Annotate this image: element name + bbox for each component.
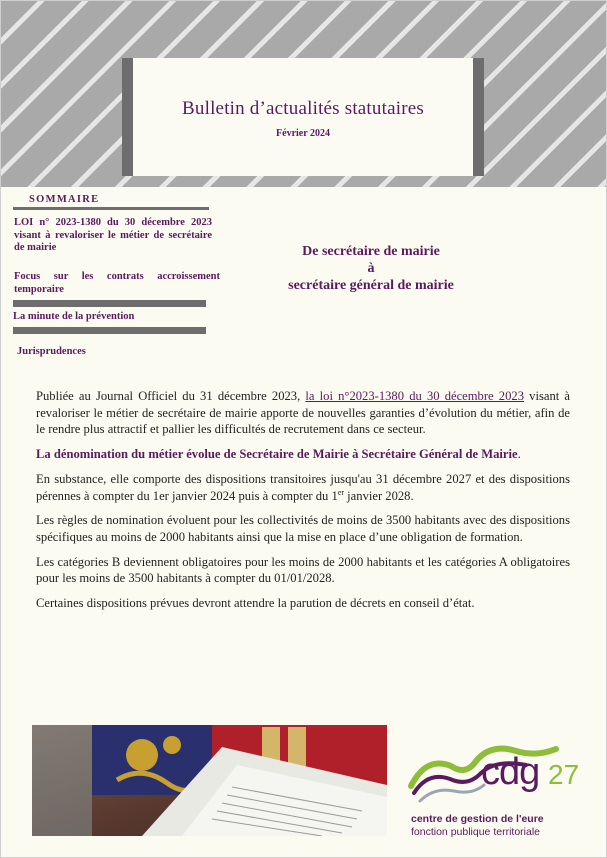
paragraph (36, 388, 570, 438)
subject-line: à (367, 261, 375, 276)
superscript: er (337, 487, 345, 497)
logo-number: 27 (548, 759, 580, 790)
text: Publiée au Journal Officiel du 31 décembre 2023, (36, 389, 306, 403)
subject-line: De secrétaire de mairie (302, 244, 440, 259)
text: janvier 2028. (344, 488, 414, 503)
bulletin-title: Bulletin d’actualités statutaires (182, 98, 424, 119)
article-body (36, 388, 570, 620)
subject-line: secrétaire général de mairie (288, 278, 454, 293)
logo-tagline-1: centre de gestion de l'eure (411, 813, 544, 825)
highlight-text: La dénomination du métier évolue de Secrétaire de Mairie à Secrétaire Général de Mairie (36, 447, 518, 462)
paragraph: Les règles de nomination évoluent pour les collectivités de moins de 3500 habitants avec des dispositions spécifiques au moins de 2000 habitants ainsi que la mise en place d’une obligation de formation. (36, 513, 570, 544)
toc-item-contrats[interactable]: Focus sur les contrats accroissement temporaire (14, 271, 220, 295)
text: En substance, elle comporte des dispositions transitoires jusqu'au 31 décembre 2027 et des dispositions pérennes à compter du 1er janvier 2024 puis à compter du 1 (36, 471, 570, 503)
paragraph (36, 446, 570, 463)
article-subject (251, 243, 491, 294)
paragraph: Certaines dispositions prévues devront attendre la parution de décrets en conseil d’état. (36, 596, 475, 611)
toc-divider (13, 327, 206, 334)
text: visant à revaloriser le métier de secrétaire de mairie apporte de nouvelles garanties d’évolution du métier, afin de le rendre plus attractif et pallier les difficultés de recrutement dans ce secteur. (36, 389, 570, 437)
toc-item-prevention[interactable]: La minute de la prévention (13, 311, 135, 322)
sommaire-title: SOMMAIRE (29, 194, 100, 205)
text: . (517, 447, 521, 462)
logo-tagline-2: fonction publique territoriale (411, 826, 540, 838)
document-photo-illustration (32, 725, 387, 836)
paragraph (36, 471, 570, 504)
toc-item-jurisprudences[interactable]: Jurisprudences (17, 346, 86, 357)
title-card (122, 58, 484, 176)
law-link[interactable]: la loi n°2023-1380 du 30 décembre 2023 (305, 389, 524, 403)
document-photo (32, 725, 387, 836)
paragraph: Les catégories B deviennent obligatoires pour les moins de 2000 habitants et les catégories A obligatoires pour les moins de 3500 habitants à compter du 01/01/2028. (36, 554, 570, 586)
bulletin-date: Février 2024 (276, 128, 330, 139)
toc-divider (13, 300, 206, 307)
toc-item-loi[interactable]: LOI n° 2023-1380 du 30 décembre 2023 visant à revaloriser le métier de secrétaire de mairie (14, 217, 212, 253)
sommaire-underline (13, 207, 209, 210)
logo-brand: cdg (481, 751, 540, 793)
